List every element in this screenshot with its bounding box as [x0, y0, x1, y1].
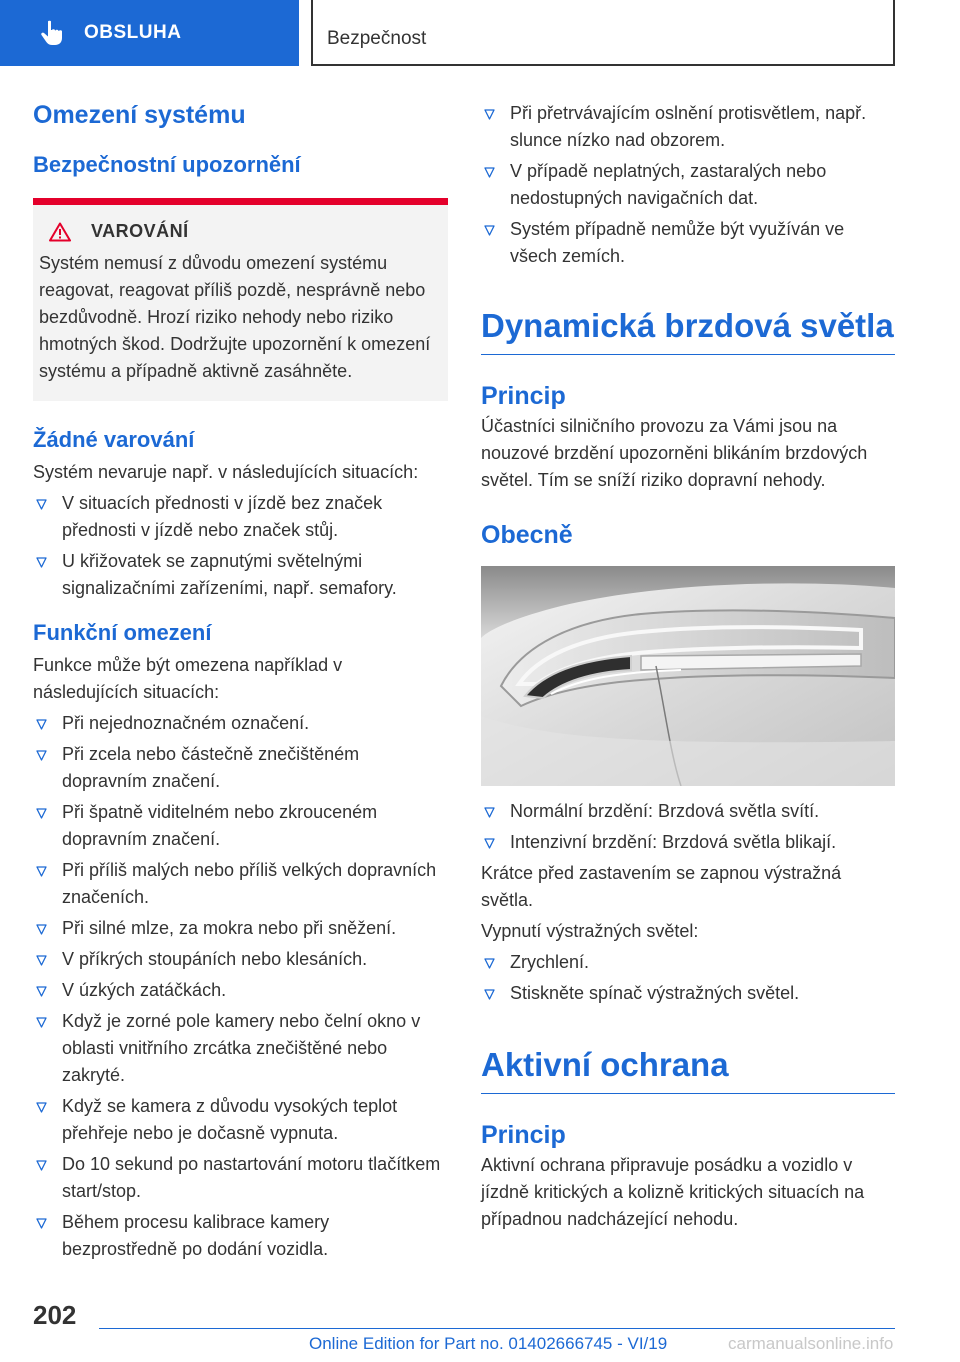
list-item: V případě neplatných, zastaralých nebo nedostupných navigačních dat. [481, 158, 895, 212]
bullet-triangle-icon [36, 866, 47, 877]
heading-princip-dynamicka: Princip [481, 382, 566, 410]
list-item: Když se kamera z důvodu vysokých teplot přehřeje nebo je dočasně vypnuta. [33, 1093, 448, 1147]
watermark-text[interactable]: carmanualsonline.info [728, 1334, 894, 1353]
heading-bezpecnostni-upozorneni: Bezpečnostní upozornění [33, 152, 301, 177]
list-item: Při zcela nebo částečně znečištěném dopravním značení. [33, 741, 448, 795]
heading-omezeni-systemu: Omezení systému [33, 101, 246, 129]
brake-light-photo [481, 566, 895, 786]
heading-dynamicka-brzdova-svetla: Dynamická brzdová světla [481, 306, 895, 355]
left-column [33, 100, 448, 1267]
vypnuti-list [481, 949, 895, 1007]
chapter-title: Bezpečnost [327, 28, 427, 49]
bullet-triangle-icon [36, 986, 47, 997]
heading-aktivni-ochrana: Aktivní ochrana [481, 1045, 895, 1094]
bullet-triangle-icon [36, 955, 47, 966]
kratce-text: Krátce před zastavením se zapnou výstražná světla. [481, 863, 842, 910]
list-item: Zrychlení. [481, 949, 895, 976]
bullet-triangle-icon [36, 750, 47, 761]
bullet-triangle-icon [36, 924, 47, 935]
list-item: V úzkých zatáčkách. [33, 977, 448, 1004]
bullet-triangle-icon [36, 1218, 47, 1229]
bullet-triangle-icon [484, 989, 495, 1000]
princip-dynamicka-text: Účastníci silničního provozu za Vámi jsou na nouzové brzdění upozorněni blikáním brzdových světel. Tím se sníží riziko dopravní nehody. [481, 416, 868, 490]
funkcni-list-continued [481, 100, 895, 270]
list-item: Při příliš malých nebo příliš velkých dopravních značeních. [33, 857, 448, 911]
heading-obecne: Obecně [481, 521, 573, 549]
bullet-triangle-icon [484, 225, 495, 236]
list-item: Systém případně nemůže být využíván ve všech zemích. [481, 216, 895, 270]
bullet-triangle-icon [36, 719, 47, 730]
list-item: Stiskněte spínač výstražných světel. [481, 980, 895, 1007]
funkcni-intro: Funkce může být omezena například v následujících situacích: [33, 655, 343, 702]
princip-aktivni-text: Aktivní ochrana připravuje posádku a vozidlo v jízdně kritických a kolizně kritických situacích na případnou nadcházející nehodu. [481, 1155, 865, 1229]
vypnuti-text: Vypnutí výstražných světel: [481, 921, 699, 941]
bullet-triangle-icon [36, 499, 47, 510]
bullet-triangle-icon [484, 109, 495, 120]
bullet-triangle-icon [484, 167, 495, 178]
zadne-intro: Systém nevaruje např. v následujících situacích: [33, 462, 419, 482]
list-item: Intenzivní brzdění: Brzdová světla blikají. [481, 829, 895, 856]
bullet-triangle-icon [36, 1017, 47, 1028]
chapter-header [311, 0, 895, 66]
funkcni-list [33, 710, 448, 1263]
section-tab-label: OBSLUHA [84, 22, 182, 43]
page-number: 202 [33, 1300, 77, 1330]
bullet-triangle-icon [36, 557, 47, 568]
list-item: Do 10 sekund po nastartování motoru tlačítkem start/stop. [33, 1151, 448, 1205]
bullet-triangle-icon [36, 1102, 47, 1113]
zadne-list [33, 490, 448, 602]
list-item: U křižovatek se zapnutými světelnými signalizačními zařízeními, např. semafory. [33, 548, 448, 602]
list-item: Při špatně viditelném nebo zkrouceném dopravním značení. [33, 799, 448, 853]
list-item: Normální brzdění: Brzdová světla svítí. [481, 798, 895, 825]
edition-text: Online Edition for Part no. 01402666745 - VI/19 [309, 1334, 668, 1353]
bullet-triangle-icon [484, 807, 495, 818]
warning-title: VAROVÁNÍ [91, 221, 189, 241]
list-item: V příkrých stoupáních nebo klesáních. [33, 946, 448, 973]
right-column [481, 100, 895, 1233]
warning-text: Systém nemusí z důvodu omezení systému reagovat, reagovat příliš pozdě, nesprávně nebo bezdůvodně. Hrozí riziko nehody nebo riziko hmotných škod. Dodržujte upozornění k omezení systému a případně aktivně zasáhněte. [39, 253, 431, 381]
warning-triangle-icon [49, 222, 71, 242]
obecne-list [481, 798, 895, 856]
list-item: Když je zorné pole kamery nebo čelní okno v oblasti vnitřního zrcátka znečištěné nebo zakryté. [33, 1008, 448, 1089]
list-item: Během procesu kalibrace kamery bezprostředně po dodání vozidla. [33, 1209, 448, 1263]
warning-box [33, 198, 448, 401]
bullet-triangle-icon [36, 1160, 47, 1171]
warning-header [39, 221, 440, 242]
section-tab[interactable] [0, 0, 299, 66]
list-item: Při nejednoznačném označení. [33, 710, 448, 737]
heading-princip-aktivni: Princip [481, 1121, 566, 1149]
list-item: V situacích přednosti v jízdě bez značek přednosti v jízdě nebo značek stůj. [33, 490, 448, 544]
hand-pointer-icon [40, 20, 64, 46]
list-item: Při přetrvávajícím oslnění protisvětlem, např. slunce nízko nad obzorem. [481, 100, 895, 154]
footer-divider [99, 1328, 895, 1329]
bullet-triangle-icon [36, 808, 47, 819]
list-item: Při silné mlze, za mokra nebo při sněžení. [33, 915, 448, 942]
heading-funkcni-omezeni: Funkční omezení [33, 620, 212, 645]
car-taillight-illustration [481, 566, 895, 786]
heading-zadne-varovani: Žádné varování [33, 427, 195, 452]
bullet-triangle-icon [484, 958, 495, 969]
bullet-triangle-icon [484, 838, 495, 849]
